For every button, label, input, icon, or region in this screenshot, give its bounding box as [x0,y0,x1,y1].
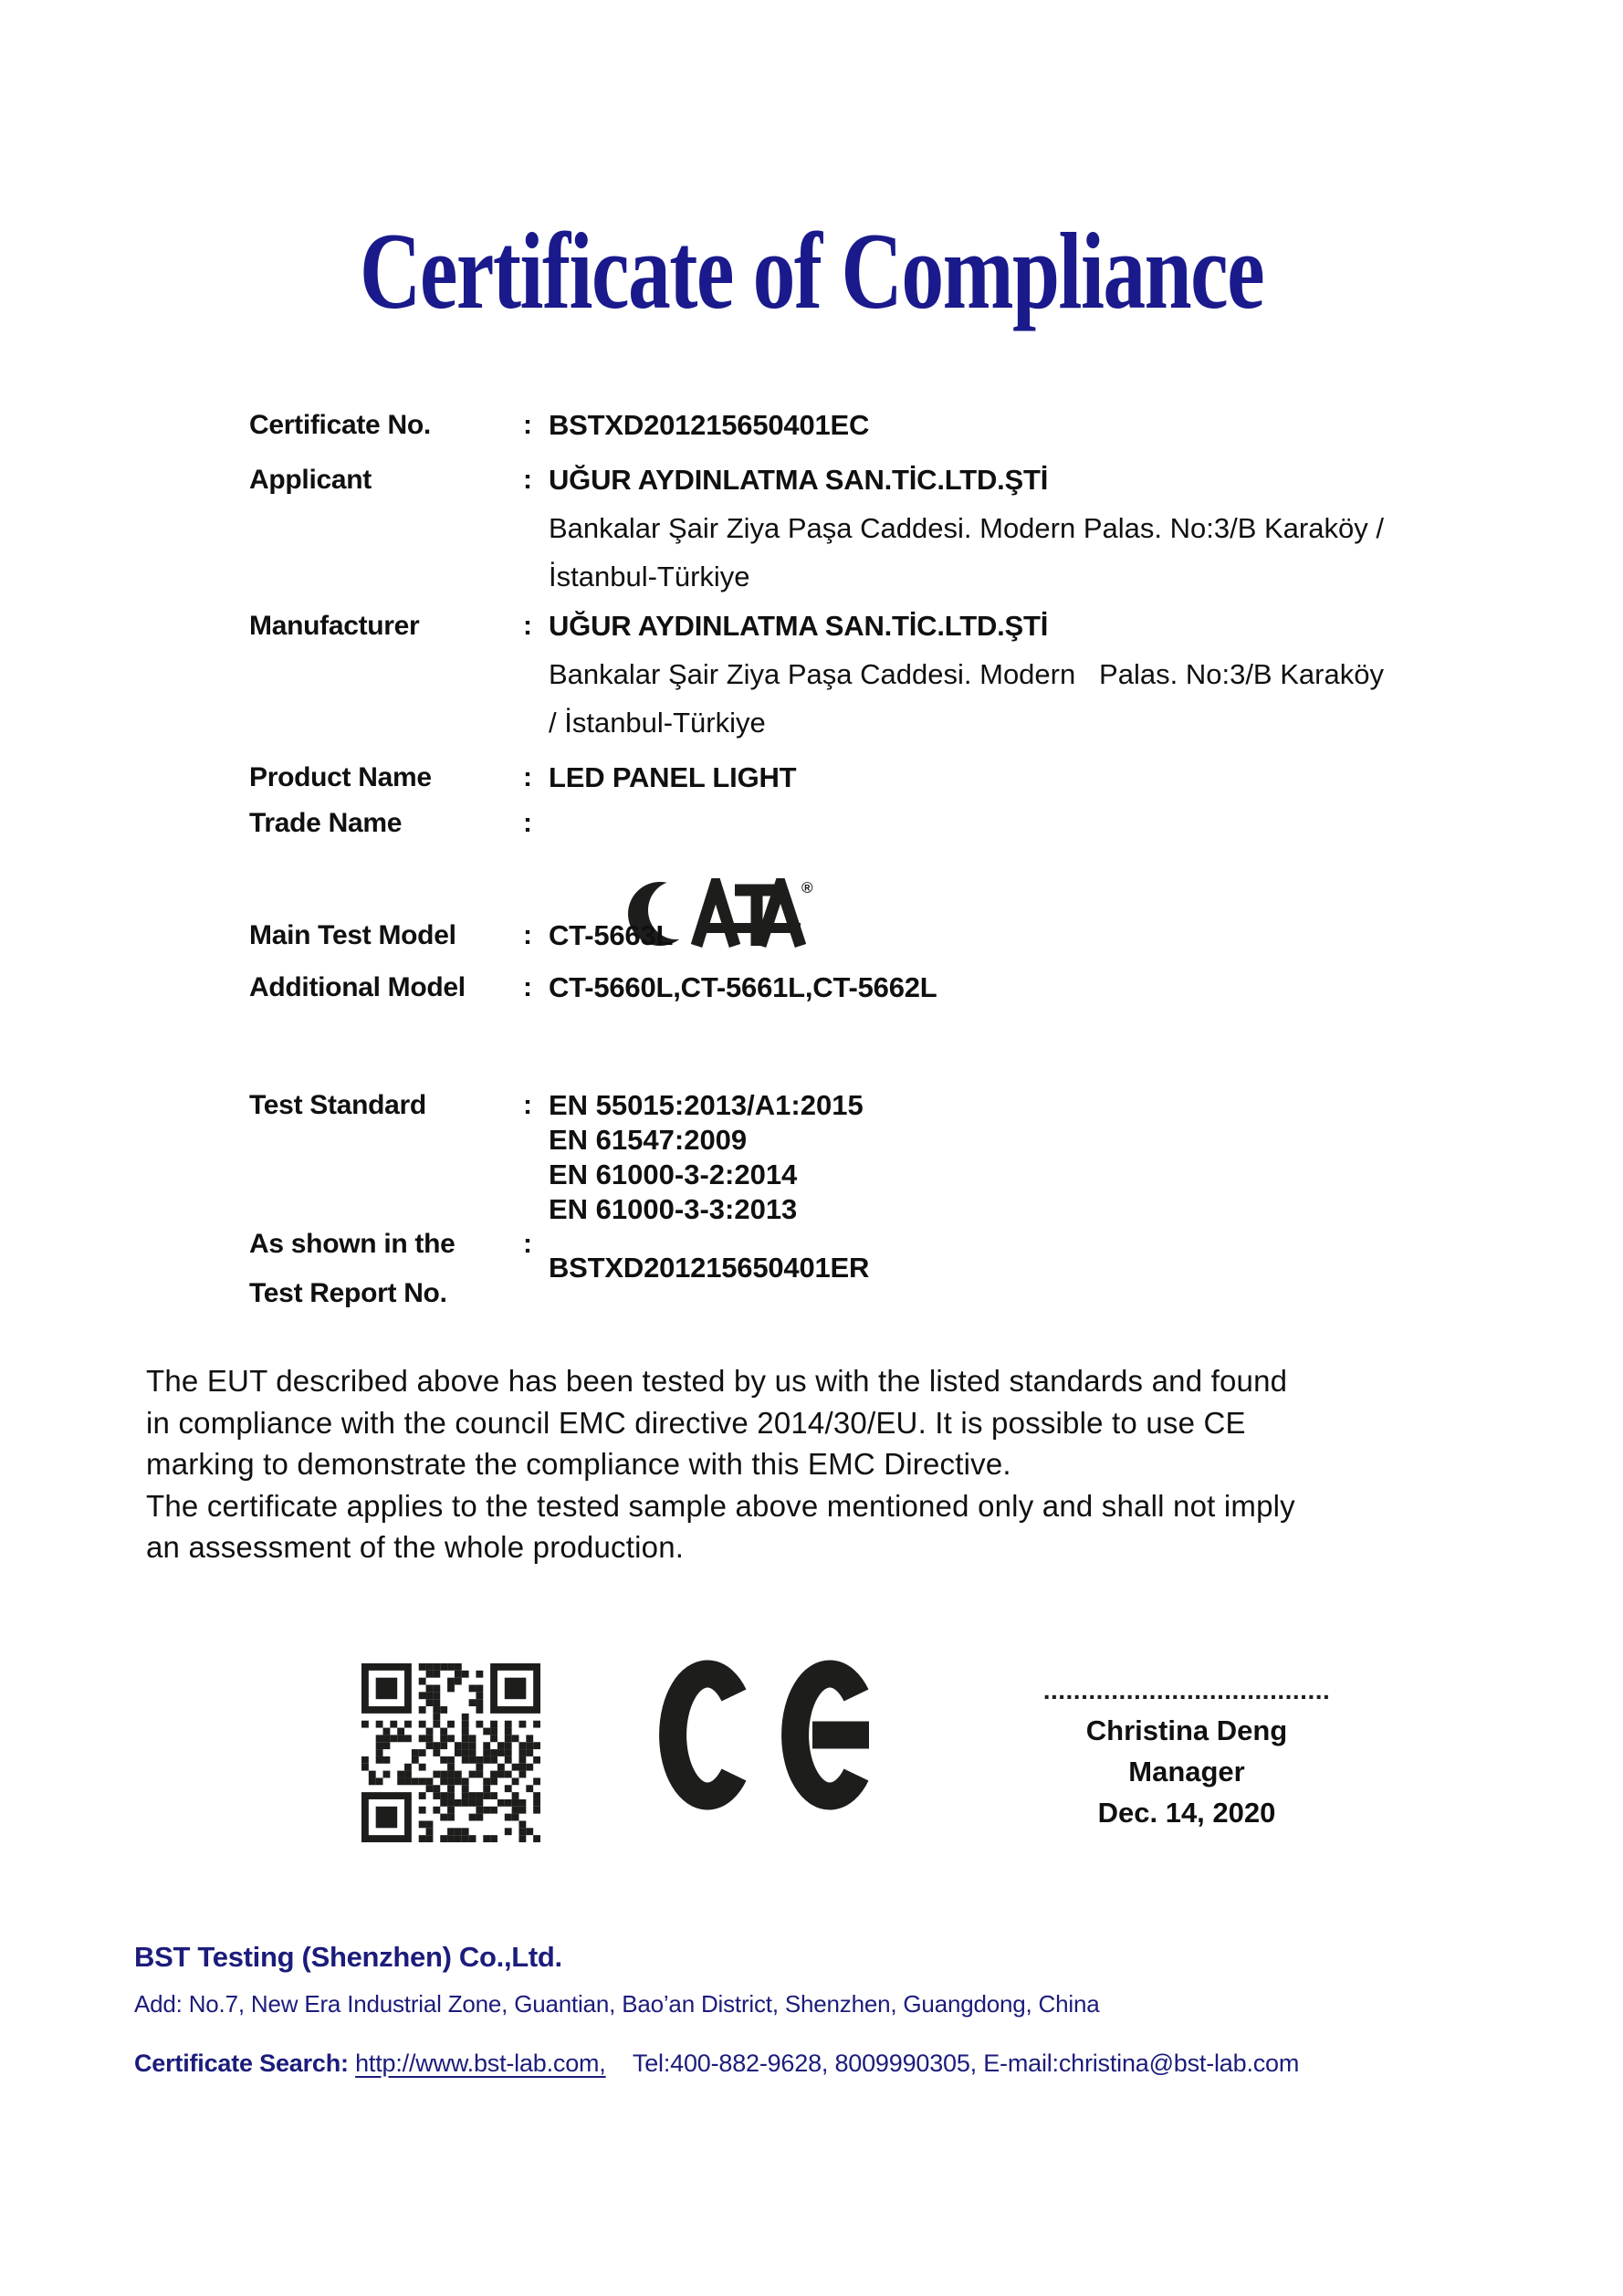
field-colon: : [523,410,532,440]
field-manufacturer-address-1 [249,656,1509,693]
certificate-search-line [134,2047,1503,2080]
signatory-name: Christina Deng [1085,1714,1288,1746]
address-line: Bankalar Şair Ziya Paşa Caddesi. Modern Palas. No:3/B Karaköy [549,658,1384,690]
field-value: UĞUR AYDINLATMA SAN.TİC.LTD.ŞTİ [549,464,1049,496]
field-trade-name [249,805,1509,896]
field-colon: : [523,972,532,1002]
svg-text:®: ® [801,879,813,896]
field-product-name [249,760,1509,796]
field-value: BSTXD201215650401EC [549,409,870,441]
field-label: Product Name [249,762,432,792]
signature-dotted-line: ...................................... [1042,1676,1331,1704]
signatory-role: Manager [1128,1756,1245,1788]
field-label-line: Test Report No. [249,1278,447,1308]
test-standard-line: EN 61547:2009 [549,1124,748,1156]
field-value: BSTXD201215650401ER [549,1252,870,1284]
field-value [549,805,1509,896]
field-label: Additional Model [249,972,466,1002]
field-value: LED PANEL LIGHT [549,761,797,793]
address-line: İstanbul-Türkiye [549,561,750,592]
lab-address: Add: No.7, New Era Industrial Zone, Guantian, Bao’an District, Shenzhen, Guangdong, China [134,1990,1100,2018]
certificate-search-url[interactable]: http://www.bst-lab.com, [355,2050,606,2077]
ce-mark-icon [659,1660,878,1815]
statement-line: The certificate applies to the tested sample above mentioned only and shall not imply [146,1488,1295,1523]
field-label: Test Standard [249,1090,426,1120]
field-value: CT-5660L,CT-5661L,CT-5662L [549,971,937,1003]
field-applicant-address-2 [249,559,1509,595]
test-standard-line: EN 55015:2013/A1:2015 [549,1089,864,1121]
field-label [249,1227,523,1311]
field-label: Trade Name [249,808,403,838]
compliance-statement [146,1360,1515,1568]
statement-line: an assessment of the whole production. [146,1530,685,1564]
field-colon: : [523,1229,532,1259]
page-title: Certificate of Compliance [359,210,1264,331]
lab-contact-info: Tel:400-882-9628, 8009990305, E-mail:christina@bst-lab.com [632,2050,1300,2077]
field-manufacturer [249,608,1509,645]
statement-line: in compliance with the council EMC directive 2014/30/EU. It is possible to use CE [146,1405,1246,1440]
field-label-line: As shown in the [249,1229,455,1259]
field-main-test-model [249,917,1509,954]
field-label: Main Test Model [249,920,456,950]
field-colon: : [523,611,532,641]
test-standard-line: EN 61000-3-3:2013 [549,1193,798,1225]
address-line: / İstanbul-Türkiye [549,707,766,739]
field-value [549,1088,1509,1227]
field-colon: : [523,808,532,838]
qr-code [361,1663,540,1842]
address-line: Bankalar Şair Ziya Paşa Caddesi. Modern Palas. No:3/B Karaköy / [549,512,1384,544]
field-applicant [249,462,1509,498]
statement-line: marking to demonstrate the compliance with this EMC Directive. [146,1447,1011,1481]
field-value: CT-5663L [549,919,674,951]
field-test-report-no [249,1227,1509,1311]
certificate-fields [249,407,1509,1311]
field-value: UĞUR AYDINLATMA SAN.TİC.LTD.ŞTİ [549,610,1049,642]
certificate-search-label: Certificate Search: [134,2050,349,2077]
field-colon: : [523,920,532,950]
field-manufacturer-address-2 [249,705,1509,741]
field-certificate-no [249,407,1509,444]
field-test-standard [249,1088,1509,1227]
lab-company-name: BST Testing (Shenzhen) Co.,Ltd. [134,1941,562,1973]
field-label: Certificate No. [249,410,431,440]
test-standard-line: EN 61000-3-2:2014 [549,1158,798,1190]
statement-line: The EUT described above has been tested by us with the listed standards and found [146,1364,1288,1398]
field-colon: : [523,465,532,495]
field-colon: : [523,1090,532,1120]
field-colon: : [523,762,532,792]
field-label: Applicant [249,465,372,495]
signature-date: Dec. 14, 2020 [1097,1797,1276,1829]
footer [134,1939,1503,2080]
field-additional-model [249,970,1509,1006]
signature-block [995,1678,1378,1831]
field-applicant-address-1 [249,510,1509,547]
field-label: Manufacturer [249,611,420,641]
